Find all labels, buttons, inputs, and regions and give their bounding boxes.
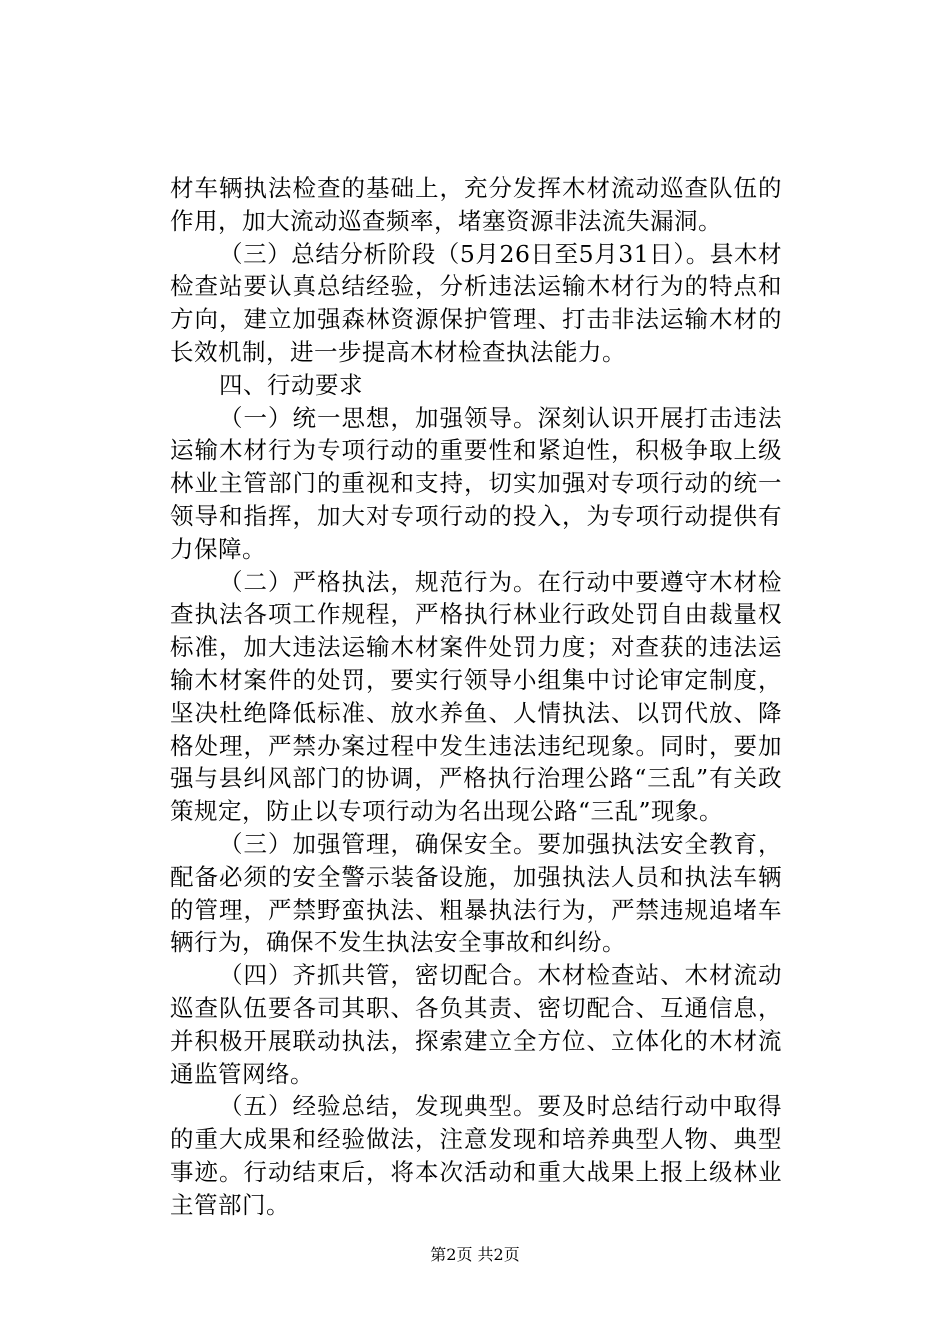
page-number-footer: 第2页 共2页: [430, 1245, 520, 1264]
document-body: [170, 172, 782, 1222]
paragraph-requirement-4: （四）齐抓共管，密切配合。木材检查站、木材流动巡查队伍要各司其职、各负其责、密切配合、互通信息，并积极开展联动执法，探索建立全方位、立体化的木材流通监管网络。: [170, 961, 782, 1088]
paragraph-summary-stage: （三）总结分析阶段（5月26日至5月31日）。县木材检查站要认真总结经验，分析违法运输木材行为的特点和方向，建立加强森林资源保护管理、打击非法运输木材的长效机制，进一步提高木材检查执法能力。: [170, 239, 782, 366]
paragraph-requirement-1: （一）统一思想，加强领导。深刻认识开展打击违法运输木材行为专项行动的重要性和紧迫性，积极争取上级林业主管部门的重视和支持，切实加强对专项行动的统一领导和指挥，加大对专项行动的投入，为专项行动提供有力保障。: [170, 403, 782, 563]
section-heading-action-requirements: 四、行动要求: [219, 370, 363, 399]
paragraph-continuation: 材车辆执法检查的基础上，充分发挥木材流动巡查队伍的作用，加大流动巡查频率，堵塞资源非法流失漏洞。: [170, 174, 782, 235]
paragraph-requirement-3: （三）加强管理，确保安全。要加强执法安全教育，配备必须的安全警示装备设施，加强执法人员和执法车辆的管理，严禁野蛮执法、粗暴执法行为，严禁违规追堵车辆行为，确保不发生执法安全事故和纠纷。: [170, 829, 782, 957]
paragraph-requirement-5: （五）经验总结，发现典型。要及时总结行动中取得的重大成果和经验做法，注意发现和培养典型人物、典型事迹。行动结束后，将本次活动和重大战果上报上级林业主管部门。: [170, 1092, 782, 1219]
paragraph-requirement-2: （二）严格执法，规范行为。在行动中要遵守木材检查执法各项工作规程，严格执行林业行政处罚自由裁量权标准，加大违法运输木材案件处罚力度；对查获的违法运输木材案件的处罚，要实行领导小组集中讨论审定制度，坚决杜绝降低标准、放水养鱼、人情执法、以罚代放、降格处理，严禁办案过程中发生违法违纪现象。同时，要加强与县纠风部门的协调，严格执行治理公路“三乱”有关政策规定，防止以专项行动为名出现公路“三乱”现象。: [170, 567, 782, 826]
